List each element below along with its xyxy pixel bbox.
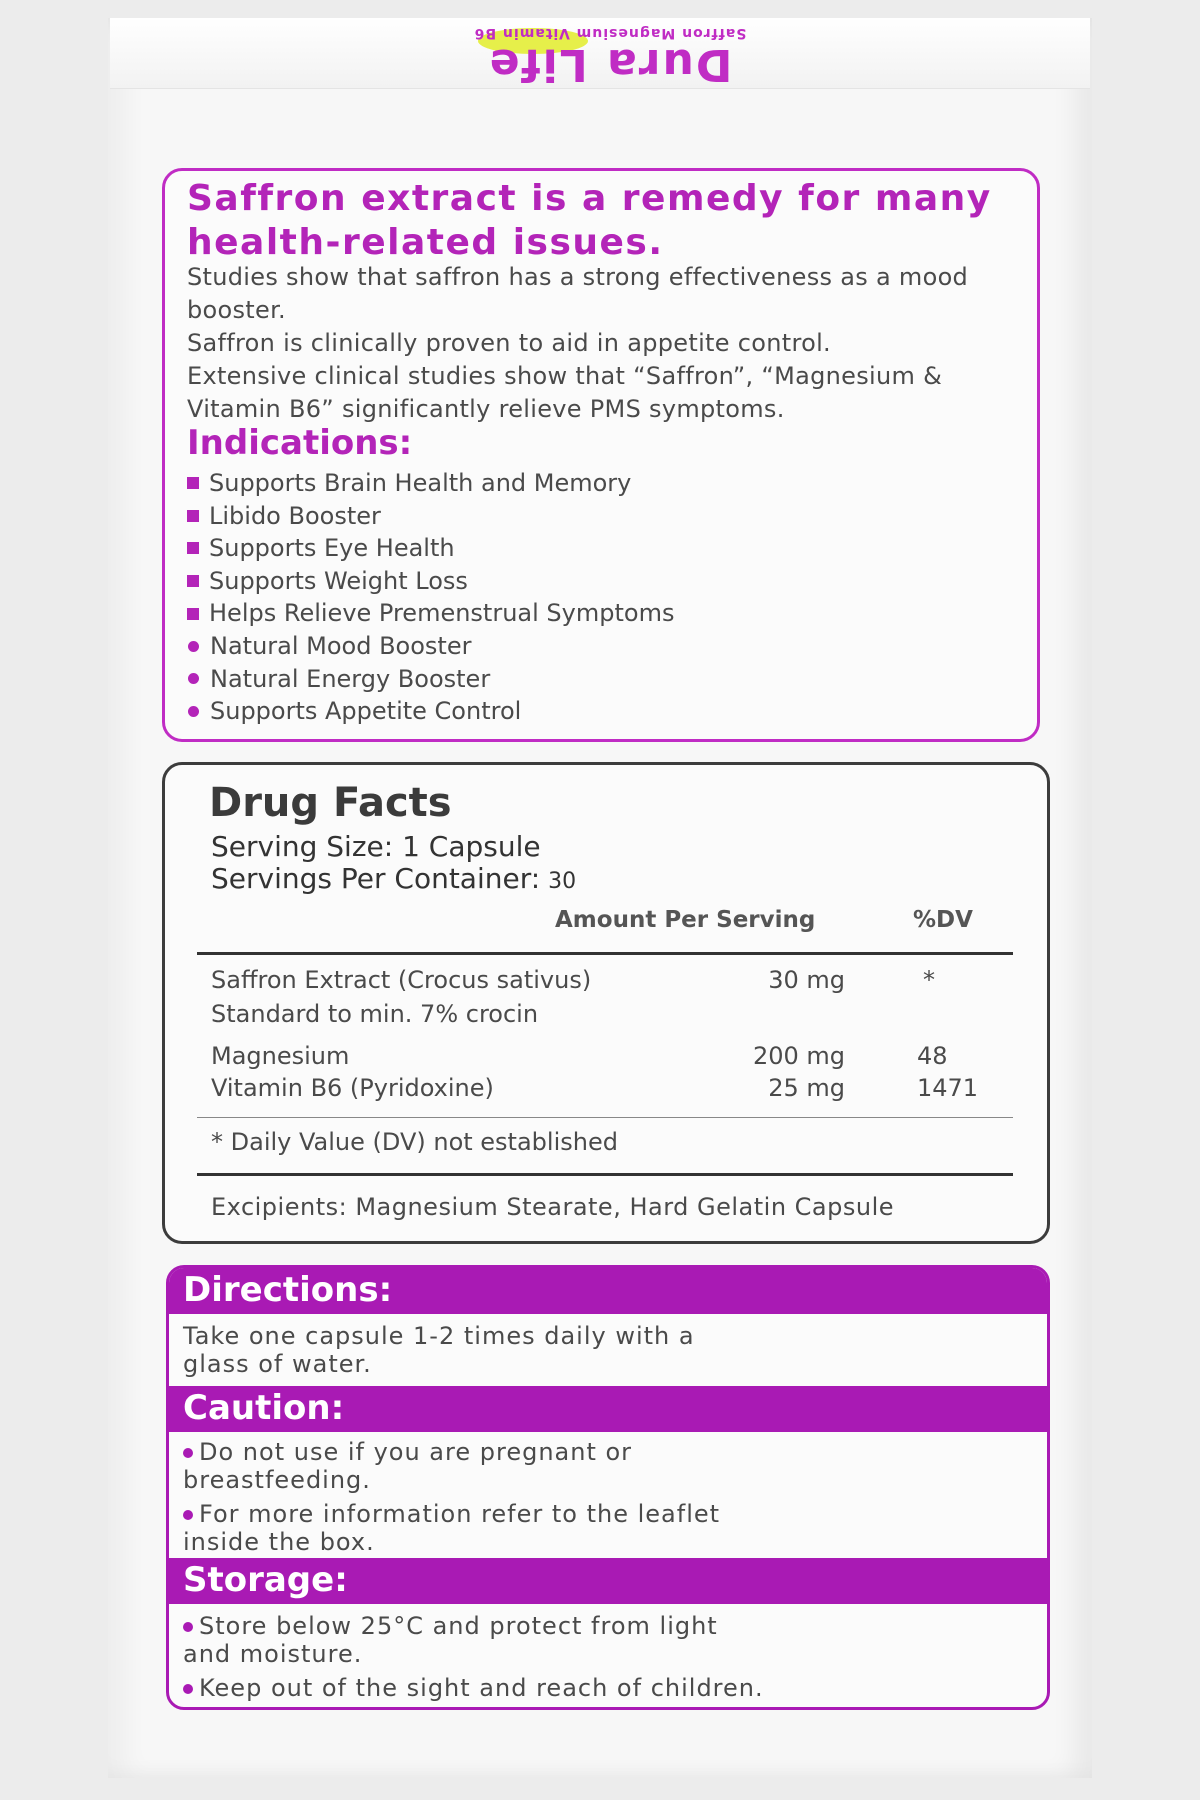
usage-panel: [166, 1265, 1050, 1710]
indication-item: Helps Relieve Premenstrual Symptoms: [187, 597, 1007, 630]
divider-thick: [197, 952, 1013, 955]
dot-bullet-icon: [188, 673, 199, 684]
ingredient-amount: 30 mg: [768, 966, 845, 994]
dv-footnote: * Daily Value (DV) not established: [211, 1128, 618, 1156]
indication-item: Supports Brain Health and Memory: [187, 467, 1007, 500]
brand-name: Dura Life: [487, 39, 733, 90]
ingredient-dv: 1471: [917, 1074, 979, 1102]
servings-value: 30: [548, 869, 577, 894]
brand-subtitle: Saffron Magnesium Vitamin B6: [473, 25, 747, 41]
divider-thin: [197, 1117, 1013, 1118]
caution-item: Do not use if you are pregnant or breastfeeding.: [183, 1438, 633, 1494]
drug-facts-title: Drug Facts: [209, 780, 452, 826]
saffron-paragraph: [187, 261, 1027, 426]
dot-bullet-icon: [183, 1684, 193, 1694]
dot-bullet-icon: [183, 1448, 193, 1458]
column-header-dv: %DV: [913, 907, 973, 933]
divider-thick: [197, 1173, 1013, 1176]
saffron-headline: Saffron extract is a remedy for many health-related issues.: [187, 178, 992, 263]
storage-body: [183, 1612, 803, 1708]
caution-title: Caution:: [169, 1386, 1047, 1432]
brand-logo-mirrored: [200, 24, 1020, 90]
serving-info: [211, 831, 576, 898]
column-header-amount: Amount Per Serving: [555, 907, 816, 933]
dot-bullet-icon: [183, 1510, 193, 1520]
indication-item: Natural Mood Booster: [187, 630, 1007, 663]
excipients-text: Excipients: Magnesium Stearate, Hard Gelatin Capsule: [211, 1193, 895, 1221]
storage-item: Keep out of the sight and reach of children.: [183, 1674, 803, 1702]
paragraph-line: Extensive clinical studies show that “Saffron”, “Magnesium & Vitamin B6” significantly relieve PMS symptoms.: [187, 362, 943, 423]
dot-bullet-icon: [188, 706, 199, 717]
indication-item: Libido Booster: [187, 500, 1007, 533]
dot-bullet-icon: [188, 641, 199, 652]
storage-item: Store below 25°C and protect from light and moisture.: [183, 1612, 718, 1668]
ingredient-name: Saffron Extract (Crocus sativus): [211, 966, 592, 994]
indication-item: Supports Weight Loss: [187, 565, 1007, 598]
paragraph-line: Saffron is clinically proven to aid in appetite control.: [187, 329, 831, 357]
indications-list: [187, 467, 1007, 728]
square-bullet-icon: [187, 608, 199, 620]
paragraph-line: Studies show that saffron has a strong effectiveness as a mood booster.: [187, 263, 969, 324]
ingredient-name: Vitamin B6 (Pyridoxine): [211, 1074, 494, 1102]
square-bullet-icon: [187, 542, 199, 554]
indication-item: Natural Energy Booster: [187, 663, 1007, 696]
ingredient-amount: 25 mg: [768, 1074, 845, 1102]
dot-bullet-icon: [183, 1622, 193, 1632]
square-bullet-icon: [187, 575, 199, 587]
ingredient-dv: 48: [917, 1042, 948, 1070]
drug-facts-panel: [162, 762, 1050, 1244]
square-bullet-icon: [187, 510, 199, 522]
storage-title: Storage:: [169, 1558, 1047, 1604]
saffron-info-panel: [162, 168, 1040, 742]
ingredient-name: Magnesium: [211, 1042, 350, 1070]
serving-size: Serving Size: 1 Capsule: [211, 830, 541, 863]
ingredient-dv: *: [923, 966, 935, 994]
indication-item: Supports Eye Health: [187, 532, 1007, 565]
square-bullet-icon: [187, 477, 199, 489]
ingredient-note: Standard to min. 7% crocin: [211, 1000, 539, 1028]
directions-body: [183, 1322, 803, 1378]
directions-line: glass of water.: [183, 1350, 372, 1378]
caution-body: [183, 1438, 803, 1562]
caution-item: For more information refer to the leaflet inside the box.: [183, 1500, 721, 1556]
servings-per-container: Servings Per Container: 30: [211, 862, 577, 895]
indication-item: Supports Appetite Control: [187, 695, 1007, 728]
directions-line: Take one capsule 1-2 times daily with a: [183, 1322, 695, 1350]
ingredient-amount: 200 mg: [752, 1042, 845, 1070]
directions-title: Directions:: [169, 1268, 1047, 1314]
indications-title: Indications:: [187, 423, 413, 463]
